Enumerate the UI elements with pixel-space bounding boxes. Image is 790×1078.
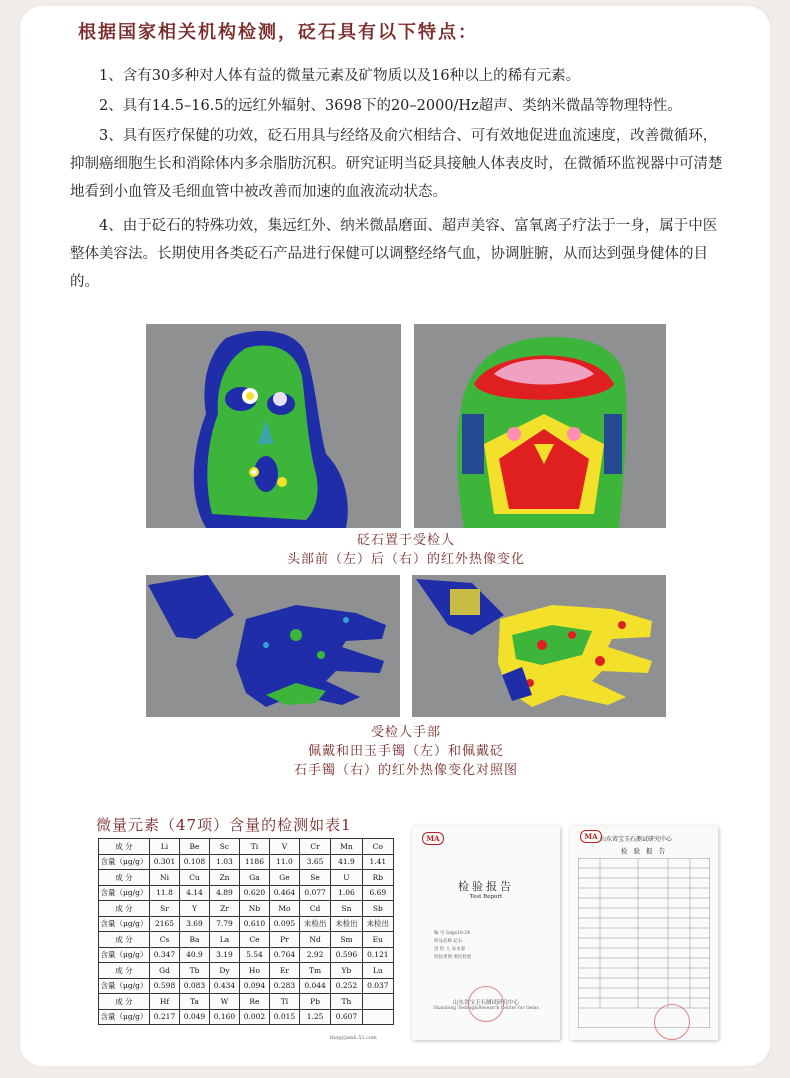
element-symbol-cell: Cr xyxy=(299,839,330,855)
element-value-cell: 0.217 xyxy=(150,1009,180,1025)
head-caption-line-2: 头部前（左）后（右）的红外热像变化 xyxy=(286,552,525,567)
element-value-cell: 0.598 xyxy=(150,978,180,994)
test-report-page xyxy=(570,826,718,1040)
element-value-cell: 0.620 xyxy=(239,885,269,901)
element-value-cell: 2165 xyxy=(150,916,180,932)
element-value-cell: 未检出 xyxy=(331,916,362,932)
element-symbol-cell: V xyxy=(269,839,299,855)
element-value-cell: 1.06 xyxy=(331,885,362,901)
element-symbol-cell: Sr xyxy=(150,901,180,917)
element-value-cell: 0.252 xyxy=(331,978,362,994)
element-symbol-cell: Ba xyxy=(179,932,209,948)
feature-paragraph-2: 2、具有14.5–16.5的远红外辐射、3698下的20–2000/Hz超声、类纳米微晶等物理特性。 xyxy=(99,98,682,114)
element-symbol-cell: Ho xyxy=(239,963,269,979)
element-symbol-cell: Sb xyxy=(362,901,393,917)
element-value-cell: 0.121 xyxy=(362,947,393,963)
row-label: 含量（μg/g） xyxy=(99,1009,150,1025)
row-label: 含量（μg/g） xyxy=(99,978,150,994)
element-symbol-cell: Ga xyxy=(239,870,269,886)
element-symbol-cell: Ni xyxy=(150,870,180,886)
element-value-cell: 0.283 xyxy=(269,978,299,994)
report-line: 检验类别 委托检验 xyxy=(434,955,472,960)
element-value-cell: 1.25 xyxy=(299,1009,330,1025)
element-value-cell: 1186 xyxy=(239,854,269,870)
element-value-cell: 0.434 xyxy=(209,978,239,994)
element-value-cell: 未检出 xyxy=(362,916,393,932)
element-value-cell: 0.610 xyxy=(239,916,269,932)
table-watermark: thepyjamh.51.com xyxy=(330,1035,377,1041)
element-value-cell: 0.301 xyxy=(150,854,180,870)
red-seal-stamp xyxy=(654,1004,690,1040)
report-title: 检验报告 xyxy=(458,880,514,893)
element-symbol-cell: Nd xyxy=(299,932,330,948)
element-value-cell: 3.65 xyxy=(299,854,330,870)
element-value-cell: 4.89 xyxy=(209,885,239,901)
row-label: 含量（μg/g） xyxy=(99,947,150,963)
element-value-cell: 3.19 xyxy=(209,947,239,963)
page-heading: 根据国家相关机构检测，砭石具有以下特点： xyxy=(78,22,478,43)
element-symbol-cell: Th xyxy=(331,994,362,1010)
element-symbol-cell: Tm xyxy=(299,963,330,979)
element-value-cell: 未检出 xyxy=(299,916,330,932)
element-symbol-cell: Pb xyxy=(299,994,330,1010)
report-form-grid xyxy=(578,858,710,1028)
element-symbol-cell: Dy xyxy=(209,963,239,979)
element-symbol-cell: Re xyxy=(239,994,269,1010)
hand-caption-line-3: 石手镯（右）的红外热像变化对照图 xyxy=(293,763,518,778)
element-value-cell: 0.083 xyxy=(179,978,209,994)
element-name-row xyxy=(99,994,394,1010)
element-symbol-cell: Mo xyxy=(269,901,299,917)
element-value-cell: 0.095 xyxy=(269,916,299,932)
feature-paragraph-4: 4、由于砭石的特殊功效，集远红外、纳米微晶磨面、超声美容、富氧离子疗法于一身，属于中医整体美容法。长期使用各类砭石产品进行保健可以调整经络气血，协调脏腑，从而达到强身健体的目的。 xyxy=(70,218,718,290)
row-label: 含量（μg/g） xyxy=(99,854,150,870)
element-symbol-cell: Ti xyxy=(239,839,269,855)
element-symbol-cell: Sn xyxy=(331,901,362,917)
element-symbol-cell: Er xyxy=(269,963,299,979)
element-symbol-cell: W xyxy=(209,994,239,1010)
element-symbol-cell: Ge xyxy=(269,870,299,886)
element-symbol-cell: Zr xyxy=(209,901,239,917)
element-symbol-cell: Co xyxy=(362,839,393,855)
element-value-cell: 0.764 xyxy=(269,947,299,963)
element-symbol-cell: Nb xyxy=(239,901,269,917)
report-line: 编 号 Sdgs10-24 xyxy=(434,931,470,936)
element-symbol-cell: Eu xyxy=(362,932,393,948)
element-symbol-cell: Yb xyxy=(331,963,362,979)
element-value-cell: 0.015 xyxy=(269,1009,299,1025)
element-value-cell: 0.094 xyxy=(239,978,269,994)
element-symbol-cell: U xyxy=(331,870,362,886)
element-content-row xyxy=(99,978,394,994)
element-value-cell: 0.347 xyxy=(150,947,180,963)
element-name-row xyxy=(99,932,394,948)
element-symbol-cell: Lu xyxy=(362,963,393,979)
row-label: 成 分 xyxy=(99,901,150,917)
report-org-en: Shandong Testing&Research Center for Gems xyxy=(433,1006,539,1011)
element-symbol-cell: Ce xyxy=(239,932,269,948)
element-symbol-cell: Gd xyxy=(150,963,180,979)
element-value-cell: 3.69 xyxy=(179,916,209,932)
element-name-row xyxy=(99,901,394,917)
element-content-row xyxy=(99,916,394,932)
element-value-cell: 0.044 xyxy=(299,978,330,994)
element-value-cell: 41.9 xyxy=(331,854,362,870)
feature-paragraph-1: 1、含有30多种对人体有益的微量元素及矿物质以及16种以上的稀有元素。 xyxy=(99,68,581,84)
report-title: 检 验 报 告 xyxy=(620,847,668,855)
element-symbol-cell: Cs xyxy=(150,932,180,948)
feature-paragraph-3: 3、具有医疗保健的功效，砭石用具与经络及俞穴相结合、可有效地促进血流速度，改善微循环，抑制癌细胞生长和消除体内多余脂肪沉积。研究证明当砭具接触人体表皮时，在微循环监视器中可清楚地看到小血管及毛细血管中被改善而加速的血液流动状态。 xyxy=(70,128,723,200)
row-label: 含量（μg/g） xyxy=(99,885,150,901)
element-content-row xyxy=(99,947,394,963)
element-value-cell: 0.002 xyxy=(239,1009,269,1025)
element-symbol-cell: Cu xyxy=(179,870,209,886)
element-symbol-cell: Pr xyxy=(269,932,299,948)
element-symbol-cell: Mn xyxy=(331,839,362,855)
table-title: 微量元素（47项）含量的检测如表1 xyxy=(96,816,352,834)
element-symbol-cell: Tb xyxy=(179,963,209,979)
element-value-cell: 5.54 xyxy=(239,947,269,963)
element-symbol-cell: La xyxy=(209,932,239,948)
hand-caption-line-1: 受检人手部 xyxy=(370,725,441,740)
report-subtitle: Test Report xyxy=(469,894,503,900)
element-value-cell: 0.049 xyxy=(179,1009,209,1025)
report-org: 山东省宝玉石测试研究中心 xyxy=(452,1000,519,1006)
report-line: 样品名称 砭石 xyxy=(434,939,463,944)
element-symbol-cell: Rb xyxy=(362,870,393,886)
trace-element-table xyxy=(98,838,394,1025)
element-value-cell: 11.8 xyxy=(150,885,180,901)
element-symbol-cell: Sc xyxy=(209,839,239,855)
row-label: 成 分 xyxy=(99,963,150,979)
element-symbol-cell: Hf xyxy=(150,994,180,1010)
ma-badge: MA xyxy=(580,830,602,843)
element-content-row xyxy=(99,1009,394,1025)
element-symbol-cell: Ta xyxy=(179,994,209,1010)
element-content-row xyxy=(99,885,394,901)
element-value-cell: 6.69 xyxy=(362,885,393,901)
element-symbol-cell: Sm xyxy=(331,932,362,948)
ma-badge: MA xyxy=(422,832,444,845)
row-label: 含量（μg/g） xyxy=(99,916,150,932)
thermal-head-front-image xyxy=(146,324,401,528)
element-name-row xyxy=(99,870,394,886)
element-value-cell: 1.03 xyxy=(209,854,239,870)
element-value-cell xyxy=(362,1009,393,1025)
row-label: 成 分 xyxy=(99,994,150,1010)
thermal-hand-jade-image xyxy=(146,575,400,717)
element-value-cell: 0.607 xyxy=(331,1009,362,1025)
element-symbol-cell: Se xyxy=(299,870,330,886)
element-symbol-cell: Li xyxy=(150,839,180,855)
element-value-cell: 11.0 xyxy=(269,854,299,870)
element-symbol-cell: Be xyxy=(179,839,209,855)
element-value-cell: 2.92 xyxy=(299,947,330,963)
element-name-row xyxy=(99,963,394,979)
head-caption-line-1: 砭石置于受检人 xyxy=(356,533,455,548)
element-name-row xyxy=(99,839,394,855)
row-label: 成 分 xyxy=(99,839,150,855)
element-value-cell: 7.79 xyxy=(209,916,239,932)
hand-caption-line-2: 佩戴和田玉手镯（左）和佩戴砭 xyxy=(307,744,504,759)
element-symbol-cell xyxy=(362,994,393,1010)
element-value-cell: 1.41 xyxy=(362,854,393,870)
element-value-cell: 40.9 xyxy=(179,947,209,963)
element-symbol-cell: Cd xyxy=(299,901,330,917)
thermal-head-back-image xyxy=(414,324,666,528)
element-value-cell: 0.464 xyxy=(269,885,299,901)
element-value-cell: 0.108 xyxy=(179,854,209,870)
element-symbol-cell: Zn xyxy=(209,870,239,886)
element-symbol-cell: Y xyxy=(179,901,209,917)
element-content-row xyxy=(99,854,394,870)
element-value-cell: 0.596 xyxy=(331,947,362,963)
element-value-cell: 4.14 xyxy=(179,885,209,901)
report-org: 山东省宝玉石测试研究中心 xyxy=(600,836,673,843)
element-value-cell: 0.077 xyxy=(299,885,330,901)
report-line: 送 检 人 朱永春 xyxy=(434,947,466,952)
row-label: 成 分 xyxy=(99,870,150,886)
element-value-cell: 0.160 xyxy=(209,1009,239,1025)
element-value-cell: 0.037 xyxy=(362,978,393,994)
element-symbol-cell: Tl xyxy=(269,994,299,1010)
row-label: 成 分 xyxy=(99,932,150,948)
test-report-cover xyxy=(412,826,560,1040)
thermal-hand-bian-image xyxy=(412,575,666,717)
